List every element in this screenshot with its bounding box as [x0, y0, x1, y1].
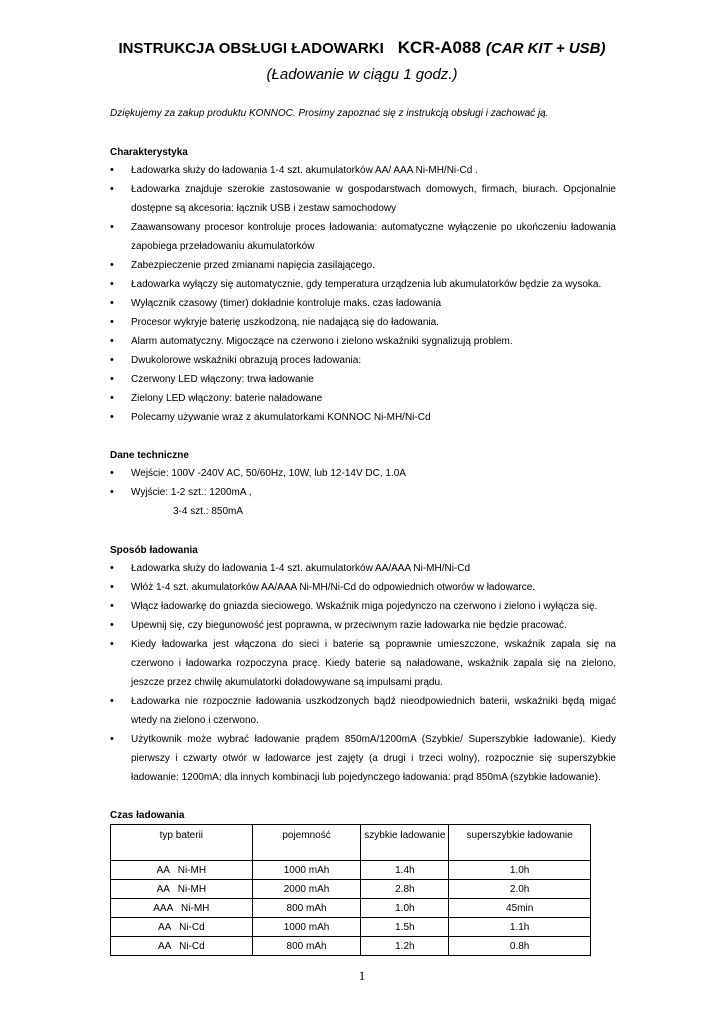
table-cell: AAA Ni-MH — [111, 899, 253, 918]
list-item: • Upewnij się, czy biegunowość jest poprawna, w przeciwnym razie ładowarka nie będzie pracować. — [110, 616, 616, 635]
list-item: • Czerwony LED włączony: trwa ładowanie — [110, 370, 616, 389]
table-cell: 45min — [449, 899, 591, 918]
table-cell: 2000 mAh — [252, 880, 361, 899]
spec-output-2: 3-4 szt.: 850mA — [173, 506, 244, 517]
list-item: • Kiedy ładowarka jest włączona do sieci i baterie są poprawnie umieszczone, wskaźnik zapala się na czerwono i ładowarka rozpoczyna pracę. Kiedy baterie są naładowane, wskaźnik zapala się na zielono, jeszcze przez chwilę akumulatorki doładowywane są impulsami prądu. — [110, 635, 616, 692]
list-item: • Wyłącznik czasowy (timer) dokładnie kontroluje maks. czas ładowania — [110, 294, 616, 313]
table-cell: 1.1h — [449, 918, 591, 937]
table-row — [111, 937, 591, 956]
table-cell: 1.5h — [361, 918, 449, 937]
table-cell: 800 mAh — [252, 937, 361, 956]
list-item: • Ładowarka służy do ładowania 1-4 szt. akumulatorków AA/AAA Ni-MH/Ni-Cd — [110, 559, 616, 578]
table-row — [111, 861, 591, 880]
table-cell: 1000 mAh — [252, 861, 361, 880]
features-list — [110, 161, 616, 427]
list-item: • Użytkownik może wybrać ładowanie prądem 850mA/1200mA (Szybkie/ Superszybkie ładowanie). Kiedy pierwszy i czwarty otwór w ładowarce jest zajęty (a drugi i trzeci wolny), rozpocznie się superszybkie ładowanie: 1200mA; dla innych kombinacji lub pojedynczego ładowania: prąd 850mA (szybkie ładowanie). — [110, 730, 616, 787]
method-heading: Sposób ładowania — [110, 545, 198, 556]
column-header: superszybkie ładowanie — [449, 825, 591, 861]
list-item: • Ładowarka nie rozpocznie ładowania uszkodzonych bądź nieodpowiednich baterii, wskaźniki będą migać wtedy na zielono i czerwono. — [110, 692, 616, 730]
list-item: • Alarm automatyczny. Migoczące na czerwono i zielono wskaźniki sygnalizują problem. — [110, 332, 616, 351]
model-note: (CAR KIT + USB) — [485, 40, 606, 57]
list-item: • Ładowarka wyłączy się automatycznie, gdy temperatura urządzenia lub akumulatorków będzie za wysoka. — [110, 275, 616, 294]
page-number: 1 — [358, 968, 366, 983]
table-cell: AA Ni-Cd — [111, 918, 253, 937]
table-row — [111, 880, 591, 899]
table-row — [111, 899, 591, 918]
list-item: • Dwukolorowe wskaźniki obrazują proces ładowania: — [110, 351, 616, 370]
list-item: • Zaawansowany procesor kontroluje proces ładowania: automatyczne wyłączenie po ukończeniu ładowania zapobiega przeładowaniu akumulatorków — [110, 218, 616, 256]
table-row — [111, 918, 591, 937]
document-subtitle: (Ładowanie w ciągu 1 godz.) — [266, 66, 458, 83]
specs-list — [110, 464, 616, 521]
intro-text: Dziękujemy za zakup produktu KONNOC. Prosimy zapoznać się z instrukcją obsługi i zachować ją. — [110, 108, 549, 119]
list-item: • Ładowarka znajduje szerokie zastosowanie w gospodarstwach domowych, firmach, biurach. Opcjonalnie dostępne są akcesoria: łącznik USB i zestaw samochodowy — [110, 180, 616, 218]
table-cell: 0.8h — [449, 937, 591, 956]
table-cell: 1.0h — [449, 861, 591, 880]
document-title — [0, 38, 724, 58]
specs-heading: Dane techniczne — [110, 450, 189, 461]
table-cell: 1.4h — [361, 861, 449, 880]
table-cell: 1.0h — [361, 899, 449, 918]
list-item: • Włącz ładowarkę do gniazda sieciowego. Wskaźnik miga pojedynczo na czerwono i zielono i wyłącza się. — [110, 597, 616, 616]
title-main: INSTRUKCJA OBSŁUGI ŁADOWARKI — [118, 40, 384, 57]
column-header: pojemność — [252, 825, 361, 861]
list-item: • Ładowarka służy do ładowania 1-4 szt. akumulatorków AA/ AAA Ni-MH/Ni-Cd . — [110, 161, 616, 180]
table-cell: 2.0h — [449, 880, 591, 899]
spec-input: • Wejście: 100V -240V AC, 50/60Hz, 10W, lub 12-14V DC, 1.0A — [110, 464, 616, 483]
list-item: • Zielony LED włączony: baterie naładowane — [110, 389, 616, 408]
features-heading: Charakterystyka — [110, 147, 188, 158]
spec-output: • Wyjście: 1-2 szt.: 1200mA , — [110, 483, 616, 502]
list-item: • Zabezpieczenie przed zmianami napięcia zasilającego. — [110, 256, 616, 275]
table-cell: AA Ni-MH — [111, 861, 253, 880]
table-cell: 2.8h — [361, 880, 449, 899]
method-list — [110, 559, 616, 787]
list-item: • Polecamy używanie wraz z akumulatorkami KONNOC Ni-MH/Ni-Cd — [110, 408, 616, 427]
table-header-row — [111, 825, 591, 861]
table-cell: AA Ni-MH — [111, 880, 253, 899]
list-item: • Procesor wykryje baterię uszkodzoną, nie nadającą się do ładowania. — [110, 313, 616, 332]
table-cell: 800 mAh — [252, 899, 361, 918]
charging-time-heading: Czas ładowania — [110, 810, 185, 821]
charging-time-table — [110, 824, 591, 956]
model-number: KCR-A088 — [397, 38, 481, 57]
table-cell: 1000 mAh — [252, 918, 361, 937]
column-header: szybkie ładowanie — [361, 825, 449, 861]
table-cell: AA Ni-Cd — [111, 937, 253, 956]
list-item: • Włóż 1-4 szt. akumulatorków AA/AAA Ni-MH/Ni-Cd do odpowiednich otworów w ładowarce. — [110, 578, 616, 597]
table-cell: 1.2h — [361, 937, 449, 956]
column-header: typ baterii — [111, 825, 253, 861]
